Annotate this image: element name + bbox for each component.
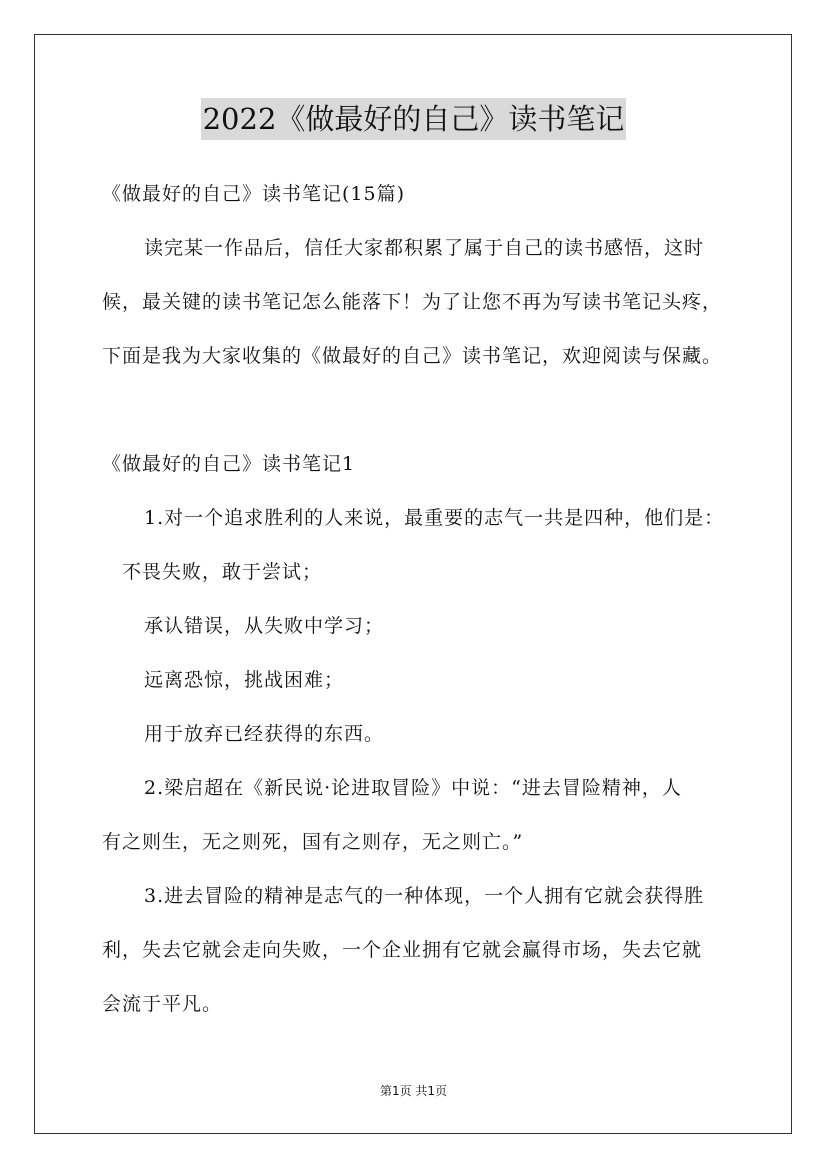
body-line-2: 不畏失败，敢于尝试； [122,561,323,583]
body-line-5: 用于放弃已经获得的东西。 [144,723,385,745]
body-line-8: 3.进去冒险的精神是志气的一种体现，一个人拥有它就会获得胜 [144,885,705,907]
document-subtitle: 《做最好的自己》读书笔记(15篇) [102,183,406,205]
body-line-10: 会流于平凡。 [102,993,223,1015]
intro-line-1: 读完某一作品后，信任大家都积累了属于自己的读书感悟，这时 [144,237,705,259]
body-line-9: 利，失去它就会走向失败，一个企业拥有它就会赢得市场，失去它就 [102,939,703,961]
document-title: 2022《做最好的自己》读书笔记 [201,98,627,140]
body-line-3: 承认错误，从失败中学习； [144,615,385,637]
page-footer: 第1页 共1页 [379,1084,448,1098]
title-container [0,98,827,140]
body-line-4: 远离恐惊，挑战困难； [144,669,345,691]
body-line-6: 2.梁启超在《新民说·论进取冒险》中说：“进去冒险精神，人 [144,777,682,799]
intro-line-3: 下面是我为大家收集的《做最好的自己》读书笔记，欢迎阅读与保藏。 [102,345,723,367]
body-line-1: 1.对一个追求胜利的人来说，最重要的志气一共是四种，他们是： [144,507,725,529]
intro-line-2: 候，最关键的读书笔记怎么能落下！为了让您不再为写读书笔记头疼， [102,291,723,313]
section-heading: 《做最好的自己》读书笔记1 [102,453,356,475]
body-line-7: 有之则生，无之则死，国有之则存，无之则亡。” [102,831,524,853]
